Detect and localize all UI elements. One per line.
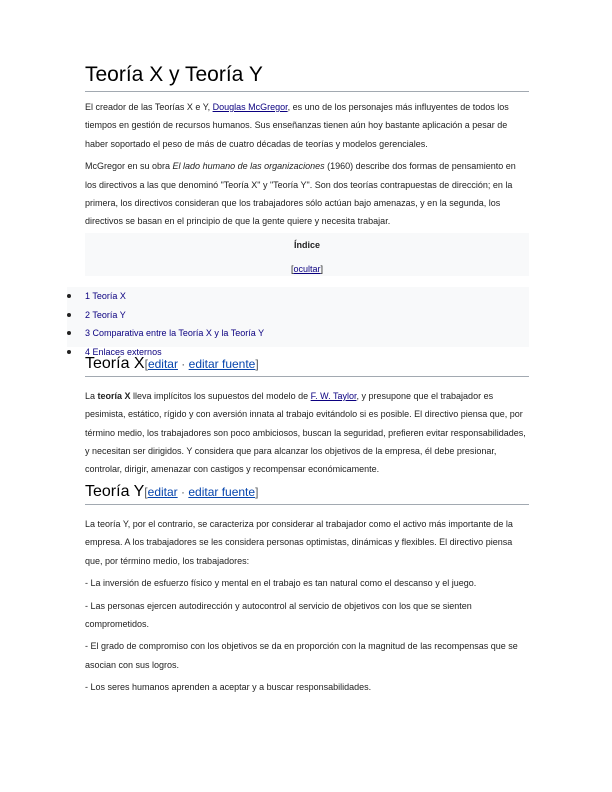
edit-bracket: ] (255, 484, 259, 499)
fw-taylor-link[interactable]: F. W. Taylor (310, 390, 357, 401)
body-text: lleva implícitos los supuestos del modelo de (130, 390, 311, 401)
toc-toggle (85, 251, 529, 275)
toc-item-comparativa[interactable] (67, 324, 529, 343)
toc-label: Teoría X (92, 290, 126, 301)
edit-section-links (144, 485, 258, 499)
intro-paragraph-1 (85, 98, 529, 153)
section-title: Teoría X (85, 354, 145, 372)
toc-number: 4 (85, 347, 91, 358)
intro-text: El creador de las Teorías X e Y, (85, 102, 213, 112)
toc-hide-link[interactable]: ocultar (293, 263, 321, 274)
teoria-y-point-1: - La inversión de esfuerzo físico y mental en el trabajo es tan natural como el descanso y el juego. (85, 578, 477, 589)
toc-number: 3 (85, 328, 91, 339)
article (85, 62, 529, 701)
toc-number: 1 (85, 290, 91, 301)
toc-list (67, 287, 529, 358)
section-heading-teoria-y (85, 482, 529, 505)
teoria-y-point-2: - Las personas ejercen autodirección y autocontrol al servicio de objetivos con los que se sienten comprometidos. (85, 600, 472, 629)
teoria-y-point-3: - El grado de compromiso con los objetivos se da en proporción con la magnitud de las recompensas que se asocian con sus logros. (85, 641, 518, 670)
toc-bracket: [ (290, 263, 294, 274)
toc-item-enlaces-externos[interactable] (67, 343, 529, 362)
edit-separator: · (177, 356, 189, 371)
toc-bracket: ] (320, 263, 324, 274)
edit-link[interactable]: editar (147, 356, 178, 371)
toc-label: Comparativa entre la Teoría X y la Teoría Y (92, 328, 265, 339)
edit-bracket: [ (144, 356, 148, 371)
body-text: , y presupone que el trabajador es pesimista, estático, rígido y con aversión innata al trabajo evitándolo si es posible. El directivo piensa que, por término medio, los trabajadores son poco ambiciosos, buscan la seguridad, prefieren evitar responsabilidades, y necesitan ser dirigidos. Y considera que para alcanzar los objetivos de la empresa, él debe presionar, controlar, dirigir, amenazar con castigos y recompensar económicamente. (85, 390, 526, 475)
toc-item-teoria-x[interactable] (67, 287, 529, 306)
intro-paragraph-2 (85, 157, 529, 231)
intro-text: , es uno de los personajes más influyentes de todos los tiempos en gestión de recursos humanos. Sus enseñanzas tienen aún hoy bastante aplicación a pesar de haber soportado el peso de más de cuatro décadas de teorías y modelos gerenciales. (85, 102, 509, 149)
section-title: Teoría Y (85, 482, 145, 500)
toc-label: Enlaces externos (92, 347, 162, 358)
toc-label: Teoría Y (92, 309, 126, 320)
douglas-mcgregor-link[interactable]: Douglas McGregor (212, 102, 288, 112)
bold-term: teoría X (97, 390, 131, 401)
edit-source-link[interactable]: editar fuente (188, 484, 256, 499)
teoria-x-paragraph (85, 387, 529, 479)
teoria-y-paragraph-1: La teoría Y, por el contrario, se caracteriza por considerar al trabajador como el activo más importante de la empresa. A los trabajadores se les considera personas optimistas, dinámicas y flexibles. El directivo piensa que, por término medio, los trabajadores: (85, 518, 513, 566)
edit-bracket: ] (255, 356, 259, 371)
table-of-contents (85, 233, 529, 276)
edit-link[interactable]: editar (147, 484, 178, 499)
intro-text: McGregor en su obra (85, 161, 173, 172)
edit-bracket: [ (144, 484, 148, 499)
toc-number: 2 (85, 309, 91, 320)
toc-item-teoria-y[interactable] (67, 306, 529, 325)
edit-source-link[interactable]: editar fuente (188, 356, 256, 371)
book-title: El lado humano de las organizaciones (172, 161, 325, 172)
edit-separator: · (177, 484, 189, 499)
intro-text: (1960) describe dos formas de pensamiento en los directivos a las que denominó "Teoría X" y "Teoría Y". Son dos teorías contrapuestas de dirección; en la primera, los directivos consideran que los trabajadores sólo actúan bajo amenazas, y en la segunda, los directivos se basan en el principio de que la gente quiere y necesita trabajar. (85, 161, 516, 227)
body-text: La (85, 390, 98, 401)
teoria-y-point-4: - Los seres humanos aprenden a aceptar y a buscar responsabilidades. (85, 682, 372, 693)
toc-title: Índice (293, 239, 320, 250)
page-title: Teoría X y Teoría Y (85, 62, 529, 92)
